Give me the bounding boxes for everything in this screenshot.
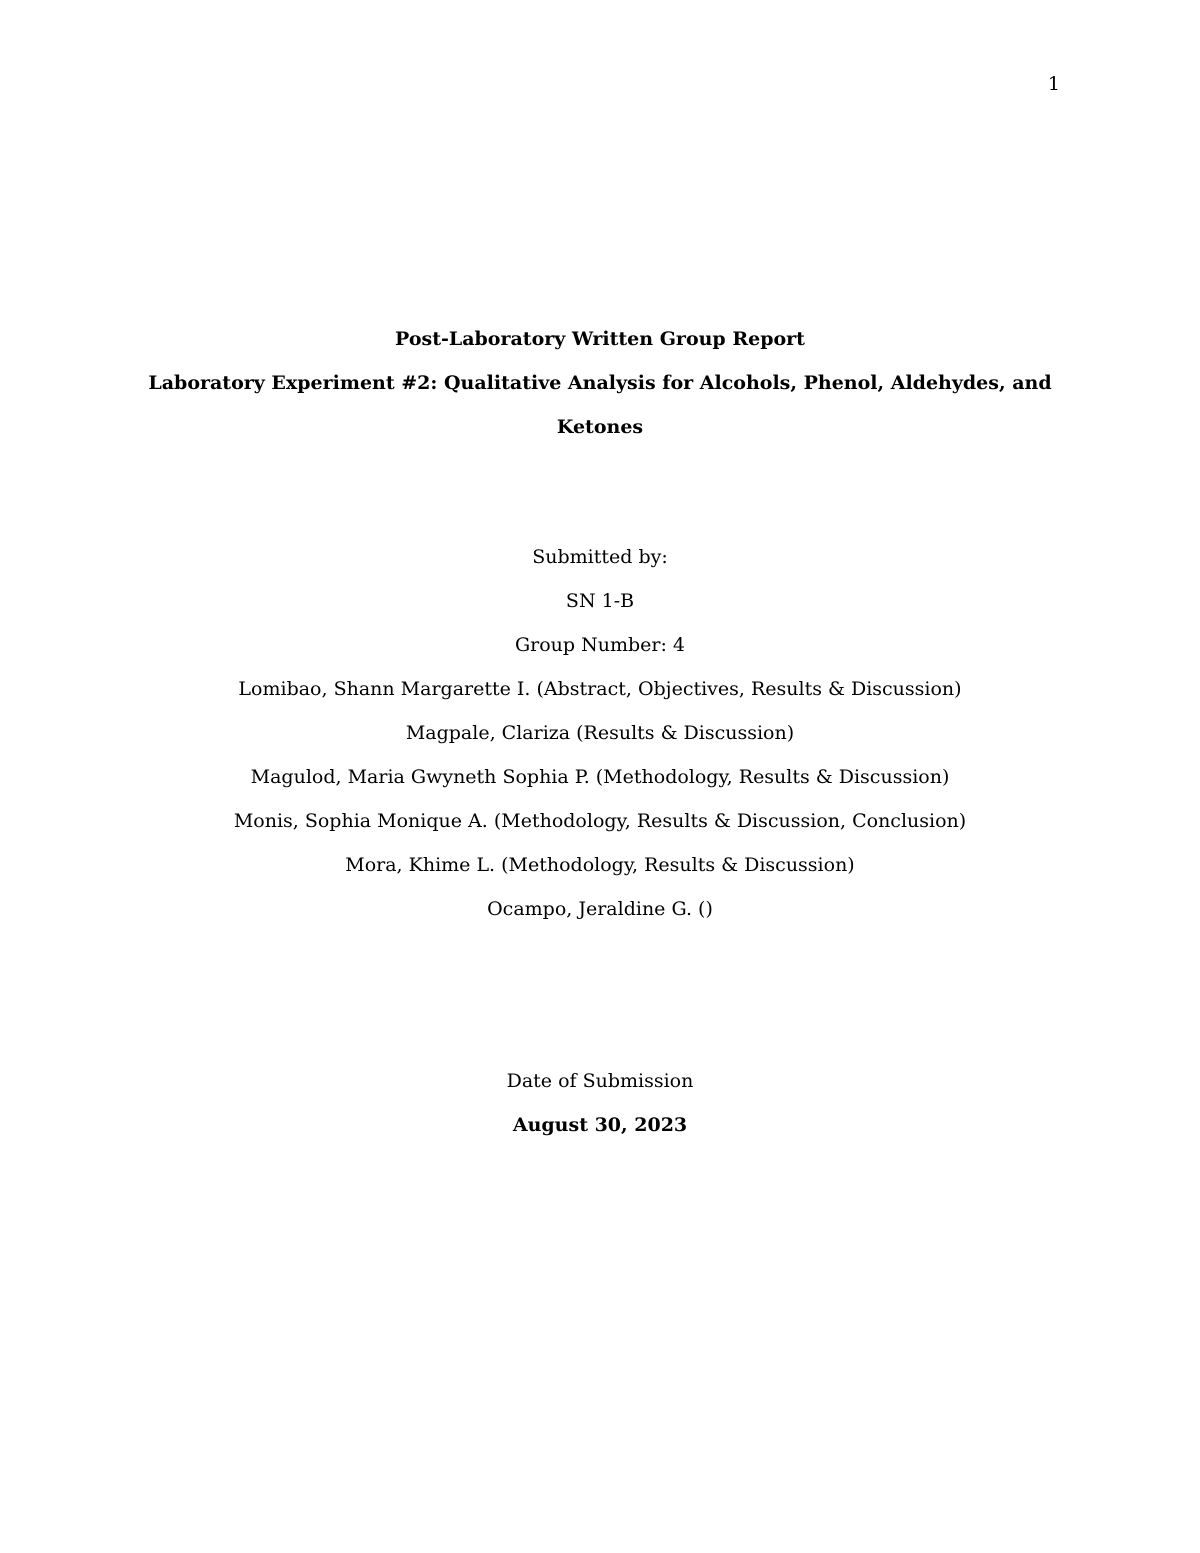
member-item: Lomibao, Shann Margarette I. (Abstract, Objectives, Results & Discussion) — [238, 678, 962, 700]
experiment-title-line-2: Ketones — [556, 416, 644, 438]
submission-block — [0, 535, 1200, 931]
member-item: Mora, Khime L. (Methodology, Results & Discussion) — [345, 854, 855, 876]
report-type-title: Post-Laboratory Written Group Report — [395, 328, 805, 350]
member-item: Magpale, Clariza (Results & Discussion) — [405, 722, 795, 744]
date-block — [0, 1059, 1200, 1147]
date-label: Date of Submission — [506, 1070, 694, 1092]
group-number: Group Number: 4 — [514, 634, 686, 656]
member-item: Monis, Sophia Monique A. (Methodology, Results & Discussion, Conclusion) — [233, 810, 967, 832]
section-label: SN 1-B — [565, 590, 635, 612]
submission-date: August 30, 2023 — [512, 1114, 688, 1136]
page-number: 1 — [1047, 73, 1060, 95]
submitted-by-label: Submitted by: — [532, 546, 668, 568]
experiment-title-line-1: Laboratory Experiment #2: Qualitative Analysis for Alcohols, Phenol, Aldehydes, and — [148, 372, 1052, 394]
member-item: Magulod, Maria Gwyneth Sophia P. (Methodology, Results & Discussion) — [250, 766, 950, 788]
member-item: Ocampo, Jeraldine G. () — [487, 898, 713, 920]
title-block — [0, 317, 1200, 449]
